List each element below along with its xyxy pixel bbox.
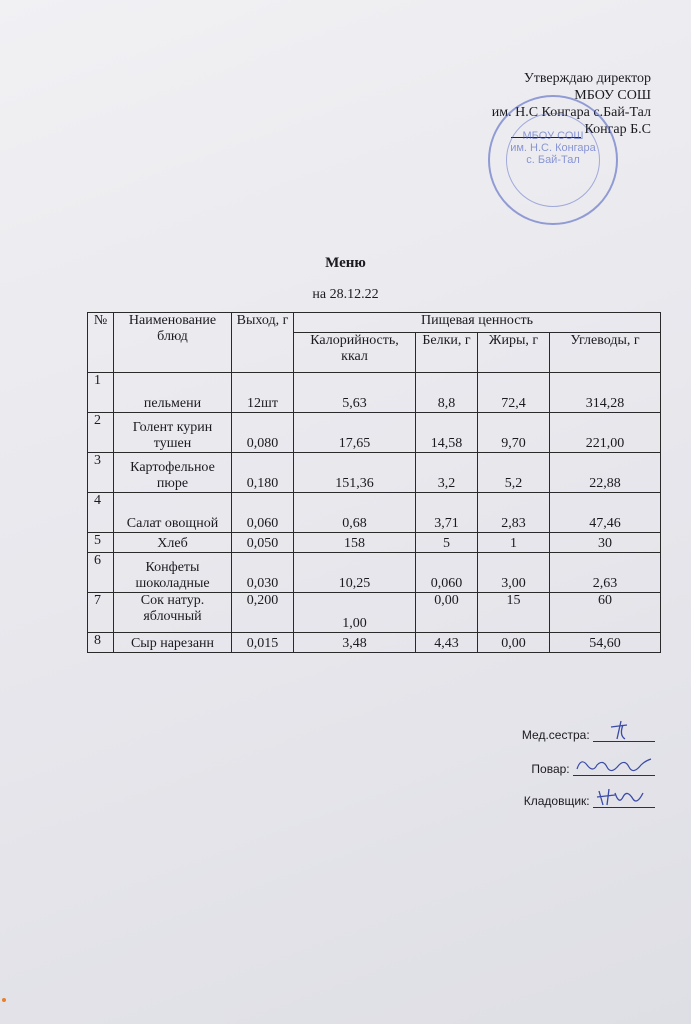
row-calories: 1,00 — [294, 593, 416, 633]
header-yield: Выход, г — [232, 313, 294, 373]
row-carbs: 60 — [550, 593, 661, 633]
approval-line-2: МБОУ СОШ — [574, 88, 651, 103]
stamp-text-3: с. Бай-Тал — [526, 154, 580, 166]
storekeeper-row — [524, 794, 655, 808]
row-num: 1 — [88, 373, 114, 413]
cook-label: Повар: — [531, 762, 570, 776]
row-num: 8 — [88, 633, 114, 653]
row-fat: 72,4 — [478, 373, 550, 413]
row-num: 2 — [88, 413, 114, 453]
row-num: 3 — [88, 453, 114, 493]
header-num: № — [88, 313, 114, 373]
row-protein: 14,58 — [416, 413, 478, 453]
row-calories: 151,36 — [294, 453, 416, 493]
row-fat: 0,00 — [478, 633, 550, 653]
nurse-label: Мед.сестра: — [521, 728, 590, 742]
row-yield: 0,030 — [232, 553, 294, 593]
row-yield: 12шт — [232, 373, 294, 413]
edge-mark — [2, 998, 6, 1002]
approval-line-3: им. Н.С Конгара с.Бай-Тал — [491, 105, 651, 120]
nurse-row — [522, 728, 655, 742]
row-fat: 15 — [478, 593, 550, 633]
stamp-text-1: МБОУ СОШ — [522, 130, 584, 142]
row-name: Сок натур. яблочный — [114, 593, 232, 633]
table-row — [88, 453, 661, 493]
row-num: 4 — [88, 493, 114, 533]
header-calories: Калорийность, ккал — [294, 333, 416, 373]
header-carbs: Углеводы, г — [550, 333, 661, 373]
header-name: Наименование блюд — [114, 313, 232, 373]
storekeeper-signature-line — [593, 795, 655, 808]
document-date: на 28.12.22 — [312, 287, 379, 302]
row-protein: 3,2 — [416, 453, 478, 493]
row-protein: 8,8 — [416, 373, 478, 413]
row-protein: 4,43 — [416, 633, 478, 653]
row-yield: 0,015 — [232, 633, 294, 653]
row-calories: 3,48 — [294, 633, 416, 653]
row-calories: 0,68 — [294, 493, 416, 533]
nurse-signature — [593, 717, 655, 743]
table-row — [88, 553, 661, 593]
nurse-signature-line — [593, 729, 655, 742]
approval-line-1: Утверждаю директор — [523, 71, 651, 86]
director-name: Конгар Б.С — [584, 122, 651, 137]
header-protein: Белки, г — [416, 333, 478, 373]
row-carbs: 54,60 — [550, 633, 661, 653]
row-calories: 10,25 — [294, 553, 416, 593]
table-row — [88, 633, 661, 653]
row-name: Конфеты шоколадные — [114, 553, 232, 593]
row-name: Голент курин тушен — [114, 413, 232, 453]
row-name: Сыр нарезанн — [114, 633, 232, 653]
row-carbs: 314,28 — [550, 373, 661, 413]
row-name: Картофельное пюре — [114, 453, 232, 493]
table-row — [88, 373, 661, 413]
row-yield: 0,080 — [232, 413, 294, 453]
row-calories: 5,63 — [294, 373, 416, 413]
row-fat: 2,83 — [478, 493, 550, 533]
row-yield: 0,060 — [232, 493, 294, 533]
row-calories: 17,65 — [294, 413, 416, 453]
row-name: пельмени — [114, 373, 232, 413]
menu-table — [87, 312, 661, 653]
row-carbs: 2,63 — [550, 553, 661, 593]
row-fat: 9,70 — [478, 413, 550, 453]
storekeeper-label: Кладовщик: — [523, 794, 590, 808]
row-carbs: 30 — [550, 533, 661, 553]
table-row — [88, 593, 661, 633]
row-protein: 0,00 — [416, 593, 478, 633]
row-protein: 0,060 — [416, 553, 478, 593]
header-nutrition: Пищевая ценность — [294, 313, 661, 333]
cook-signature — [573, 751, 655, 777]
storekeeper-signature — [593, 783, 655, 809]
cook-row — [531, 762, 655, 776]
school-stamp — [488, 95, 618, 225]
row-fat: 3,00 — [478, 553, 550, 593]
row-name: Салат овощной — [114, 493, 232, 533]
row-carbs: 221,00 — [550, 413, 661, 453]
row-fat: 1 — [478, 533, 550, 553]
table-row — [88, 533, 661, 553]
row-num: 6 — [88, 553, 114, 593]
row-yield: 0,200 — [232, 593, 294, 633]
document-title: Меню — [325, 255, 366, 271]
row-fat: 5,2 — [478, 453, 550, 493]
row-num: 7 — [88, 593, 114, 633]
row-num: 5 — [88, 533, 114, 553]
stamp-text-2: им. Н.С. Конгара — [510, 142, 596, 154]
row-carbs: 22,88 — [550, 453, 661, 493]
cook-signature-line — [573, 763, 655, 776]
row-yield: 0,180 — [232, 453, 294, 493]
row-name: Хлеб — [114, 533, 232, 553]
row-carbs: 47,46 — [550, 493, 661, 533]
table-row — [88, 493, 661, 533]
table-row — [88, 413, 661, 453]
row-protein: 5 — [416, 533, 478, 553]
row-yield: 0,050 — [232, 533, 294, 553]
header-fat: Жиры, г — [478, 333, 550, 373]
row-calories: 158 — [294, 533, 416, 553]
row-protein: 3,71 — [416, 493, 478, 533]
